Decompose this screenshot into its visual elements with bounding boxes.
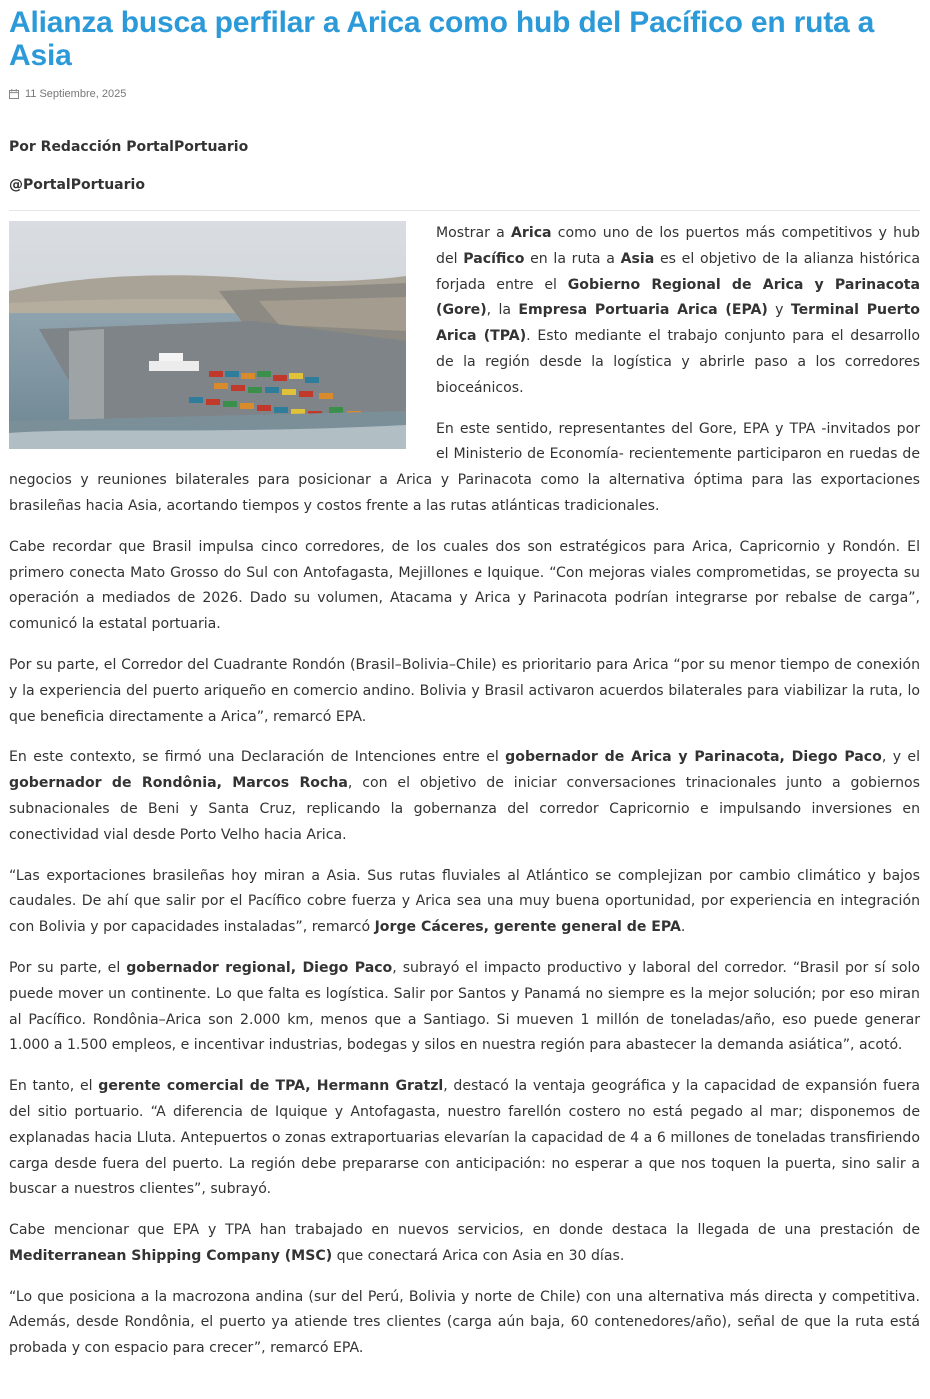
- calendar-icon: [9, 89, 19, 99]
- text-run: En tanto, el: [9, 1078, 99, 1095]
- bold-text: Asia: [620, 250, 655, 267]
- bold-text: gerente comercial de TPA, Hermann Gratzl: [98, 1078, 444, 1095]
- bold-text: gobernador regional, Diego Paco: [126, 959, 393, 976]
- article-paragraph: [9, 1285, 920, 1362]
- article-paragraph: [9, 1074, 920, 1203]
- text-run: es el objetivo de la alianza histórica forjada entre el: [436, 250, 920, 293]
- text-run: Mostrar a: [436, 225, 511, 241]
- text-run: , destacó la ventaja geográfica y la capacidad de expansión fuera del sitio portuario. “A diferencia de Iquique y Antofagasta, nuestro farellón costero no está pegado al mar; disponemos de explanadas hacia Lluta. Antepuertos o zonas extraportuarias elevarían la capacidad de 4 a 6 millones de toneladas transfiriendo carga desde fuera del puerto. La región debe prepararse con anticipación: no esperar a que nos toquen la puerta, sino salir a buscar a nuestros clientes”, subrayó.: [9, 1078, 921, 1198]
- text-run: , y el: [881, 749, 920, 766]
- article-paragraph: [9, 1218, 920, 1270]
- article-date: 11 Septiembre, 2025: [25, 88, 127, 100]
- text-run: que conectará Arica con Asia en 30 días.: [332, 1247, 625, 1264]
- article-paragraph: [9, 653, 920, 730]
- article-body: [9, 221, 920, 1362]
- divider: [9, 210, 920, 211]
- text-run: “Lo que posiciona a la macrozona andina (sur del Perú, Bolivia y norte de Chile) con una alternativa más directa y competitiva. Además, desde Rondônia, el puerto ya atiende tres clientes (carga aún baja, 60 contenedores/año), señal de que la ruta está probada y con espacio para crecer”, remarcó EPA.: [9, 1288, 920, 1357]
- port-aerial-photo: [9, 221, 406, 449]
- bold-text: Terminal Puerto Arica (TPA): [436, 302, 920, 345]
- article-handle: @PortalPortuario: [9, 177, 145, 193]
- article-title: Alianza busca perfilar a Arica como hub del Pacífico en ruta a Asia: [9, 6, 875, 72]
- text-run: , con el objetivo de iniciar conversaciones trinacionales junto a gobiernos subnacionales de Beni y Santa Cruz, replicando la gobernanza del corredor Capricornio e impulsando inversiones en conectividad vial desde Porto Velho hacia Arica.: [9, 775, 921, 843]
- bold-text: Pacífico: [463, 250, 525, 267]
- bold-text: gobernador de Rondônia, Marcos Rocha: [9, 775, 348, 792]
- text-run: .: [680, 919, 686, 936]
- article-paragraph: [9, 535, 920, 638]
- text-run: En este sentido, representantes del Gore, EPA y TPA -invitados por el Ministerio de Economía- recientemente participaron en ruedas de negocios y reuniones bilaterales para posicionar a Arica y Parinacota como la alternativa óptima para las exportaciones brasileñas hacia Asia, acortando tiempos y costos frente a las rutas atlánticas tradicionales.: [9, 420, 920, 514]
- text-run: Por su parte, el Corredor del Cuadrante Rondón (Brasil–Bolivia–Chile) es prioritario para Arica “por su menor tiempo de conexión y la experiencia del puerto ariqueño en comercio andino. Bolivia y Brasil activaron acuerdos bilaterales para viabilizar la ruta, lo que beneficia directamente a Arica”, remarcó EPA.: [9, 656, 920, 725]
- article-paragraph: [9, 956, 920, 1059]
- text-run: Por su parte, el: [9, 959, 127, 976]
- article-byline: Por Redacción PortalPortuario: [9, 139, 249, 155]
- bold-text: gobernador de Arica y Parinacota, Diego Paco: [505, 749, 882, 766]
- text-run: . Esto mediante el trabajo conjunto para el desarrollo de la región desde la logística y abrirle paso a los corredores bioceánicos.: [436, 328, 920, 396]
- bold-text: Arica: [511, 225, 552, 241]
- text-run: y: [767, 302, 791, 319]
- text-run: Cabe mencionar que EPA y TPA han trabajado en nuevos servicios, en donde destaca la llegada de una prestación de: [9, 1222, 920, 1239]
- bold-text: Empresa Portuaria Arica (EPA): [518, 302, 768, 319]
- article-paragraph: [9, 745, 920, 848]
- text-run: Cabe recordar que Brasil impulsa cinco corredores, de los cuales dos son estratégicos para Arica, Capricornio y Rondón. El primero conecta Mato Grosso do Sul con Antofagasta, Mejillones e Iquique. “Con mejoras viales comprometidas, se proyecta su operación a mediados de 2026. Dado su volumen, Atacama y Arica y Parinacota podrían integrarse por rebalse de carga”, comunicó la estatal portuaria.: [9, 538, 920, 633]
- bold-text: Mediterranean Shipping Company (MSC): [9, 1247, 333, 1264]
- text-run: En este contexto, se firmó una Declaración de Intenciones entre el: [9, 749, 506, 766]
- text-run: , subrayó el impacto productivo y laboral del corredor. “Brasil por sí solo puede mover un continente. Lo que falta es logística. Salir por Santos y Panamá no siempre es la mejor solución; por eso miran al Pacífico. Rondônia–Arica son 2.000 km, menos que a Santiago. Si mueven 1 millón de toneladas/año, eso puede generar 1.000 a 1.500 empleos, e incentivar industrias, bodegas y silos en nuestra región para abastecer la demanda asiática”, acotó.: [9, 959, 921, 1054]
- bold-text: Gobierno Regional de Arica y Parinacota (Gore): [436, 276, 921, 319]
- text-run: como uno de los puertos más competitivos y hub del: [436, 225, 920, 267]
- article-paragraph: [9, 864, 920, 941]
- text-run: , la: [486, 302, 519, 319]
- article-date-row: [9, 87, 920, 101]
- text-run: en la ruta a: [524, 250, 621, 267]
- text-run: “Las exportaciones brasileñas hoy miran a Asia. Sus rutas fluviales al Atlántico se complejizan por cambio climático y bajos caudales. De ahí que salir por el Pacífico cobre fuerza y Arica sea una muy buena oportunidad, por experiencia en integración con Bolivia y por capacidades instaladas”, remarcó: [9, 867, 920, 936]
- bold-text: Jorge Cáceres, gerente general de EPA: [374, 919, 681, 936]
